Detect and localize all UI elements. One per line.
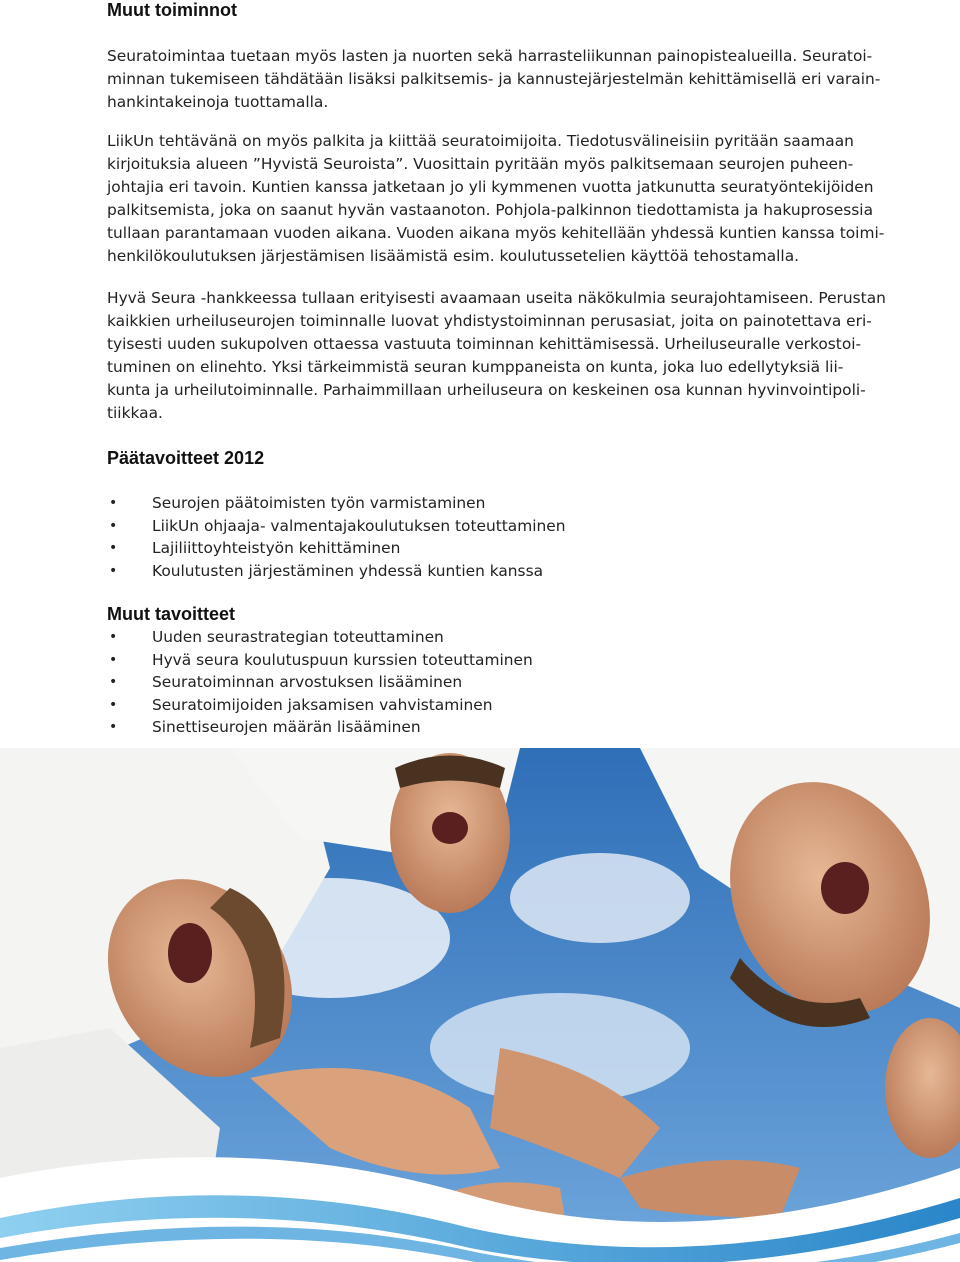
list-item-text: Sinettiseurojen määrän lisääminen [152,718,421,737]
text-line: tullaan parantamaan vuoden aikana. Vuoden aikana myös kehitellään yhdessä kuntien kanssa toimi- [107,224,885,242]
list-item [107,694,807,717]
paragraph-seuratoiminta [107,45,879,114]
bullet-icon: • [109,719,118,736]
paragraph-liikun-tehtava [107,130,885,268]
list-item-text: Lajiliittoyhteistyön kehittäminen [152,539,401,558]
text-line: LiikUn tehtävänä on myös palkita ja kiittää seuratoimijoita. Tiedotusvälineisiin pyritään saamaan [107,132,854,150]
list-item [107,492,807,515]
text-line: tuminen on elinehto. Yksi tärkeimmistä seuran kumppaneista on kunta, joka luo edellytyksiä lii- [107,358,844,376]
list-item-text: Koulutusten järjestäminen yhdessä kuntien kanssa [152,561,544,580]
cloud [510,853,690,943]
text-line: kirjoituksia alueen ”Hyvistä Seuroista”. Vuosittain pyritään myös palkitsemaan seurojen puheen- [107,155,854,173]
list-item-text: Seurojen päätoimisten työn varmistaminen [152,494,486,512]
bullet-icon: • [109,651,118,668]
list-item [107,671,807,694]
list-item [107,515,807,538]
list-item [107,649,807,672]
section-heading-paatavoitteet: Päätavoitteet 2012 [107,448,265,468]
text-line: kaikkien urheiluseurojen toiminnalle luovat yhdistystoiminnan perusasiat, joita on painotettava eri- [107,312,872,330]
list-item-text: Hyvä seura koulutuspuun kurssien toteuttaminen [152,650,533,669]
list-item-text: Seuratoiminnan arvostuksen lisääminen [152,673,463,692]
list-item [107,560,807,583]
list-item-text: LiikUn ohjaaja- valmentajakoulutuksen toteuttaminen [152,516,566,535]
list-muut-tavoitteet [107,626,807,739]
bullet-icon: • [109,629,118,645]
text-line: kunta ja urheilutoiminnalle. Parhaimmillaan urheiluseura on keskeinen osa kunnan hyvinvointipoli- [107,381,866,399]
bullet-icon: • [109,517,118,534]
bullet-icon: • [109,495,118,511]
text-line: Hyvä Seura -hankkeessa tullaan erityisesti avaamaan useita näkökulmia seurajohtamiseen. Perustan [107,289,886,307]
text-line: palkitsemista, joka on saanut hyvän vastaanoton. Pohjola-palkinnon tiedottamista ja hakuprosessia [107,201,874,219]
list-item [107,626,807,649]
bullet-icon: • [109,540,118,557]
team-huddle-photo [0,748,960,1262]
list-item-text: Uuden seurastrategian toteuttaminen [152,628,444,646]
list-item [107,537,807,560]
text-line: hankintakeinoja tuottamalla. [107,93,329,111]
bullet-icon: • [109,696,118,713]
section-heading-muut-toiminnot: Muut toiminnot [107,0,237,20]
text-line: minnan tukemiseen tähdätään lisäksi palkitsemis- ja kannustejärjestelmän kehittämisellä eri varain- [107,70,881,88]
text-line: johtajia eri tavoin. Kuntien kanssa jatketaan jo yli kymmenen vuotta jatkunutta seuratyöntekijöiden [107,178,874,196]
section-heading-muut-tavoitteet: Muut tavoitteet [107,604,235,624]
team-huddle-illustration [0,748,960,1262]
text-line: tiikkaa. [107,404,163,422]
paragraph-hyva-seura [107,287,886,425]
text-line: henkilökoulutuksen järjestämisen lisäämistä esim. koulutussetelien käyttöä tehostamalla. [107,247,800,265]
list-paatavoitteet [107,492,807,582]
open-mouth [432,812,468,844]
open-mouth [168,923,212,983]
text-line: tyisesti uuden sukupolven ottaessa vastuuta toiminnan kehittämisessä. Urheiluseuralle verkostoi- [107,335,862,353]
bullet-icon: • [109,562,118,579]
text-line: Seuratoimintaa tuetaan myös lasten ja nuorten sekä harrasteliikunnan painopistealueilla. Seuratoi- [107,47,873,65]
open-mouth [821,862,869,914]
list-item-text: Seuratoimijoiden jaksamisen vahvistaminen [152,695,493,714]
bullet-icon: • [109,674,118,691]
list-item [107,716,807,739]
